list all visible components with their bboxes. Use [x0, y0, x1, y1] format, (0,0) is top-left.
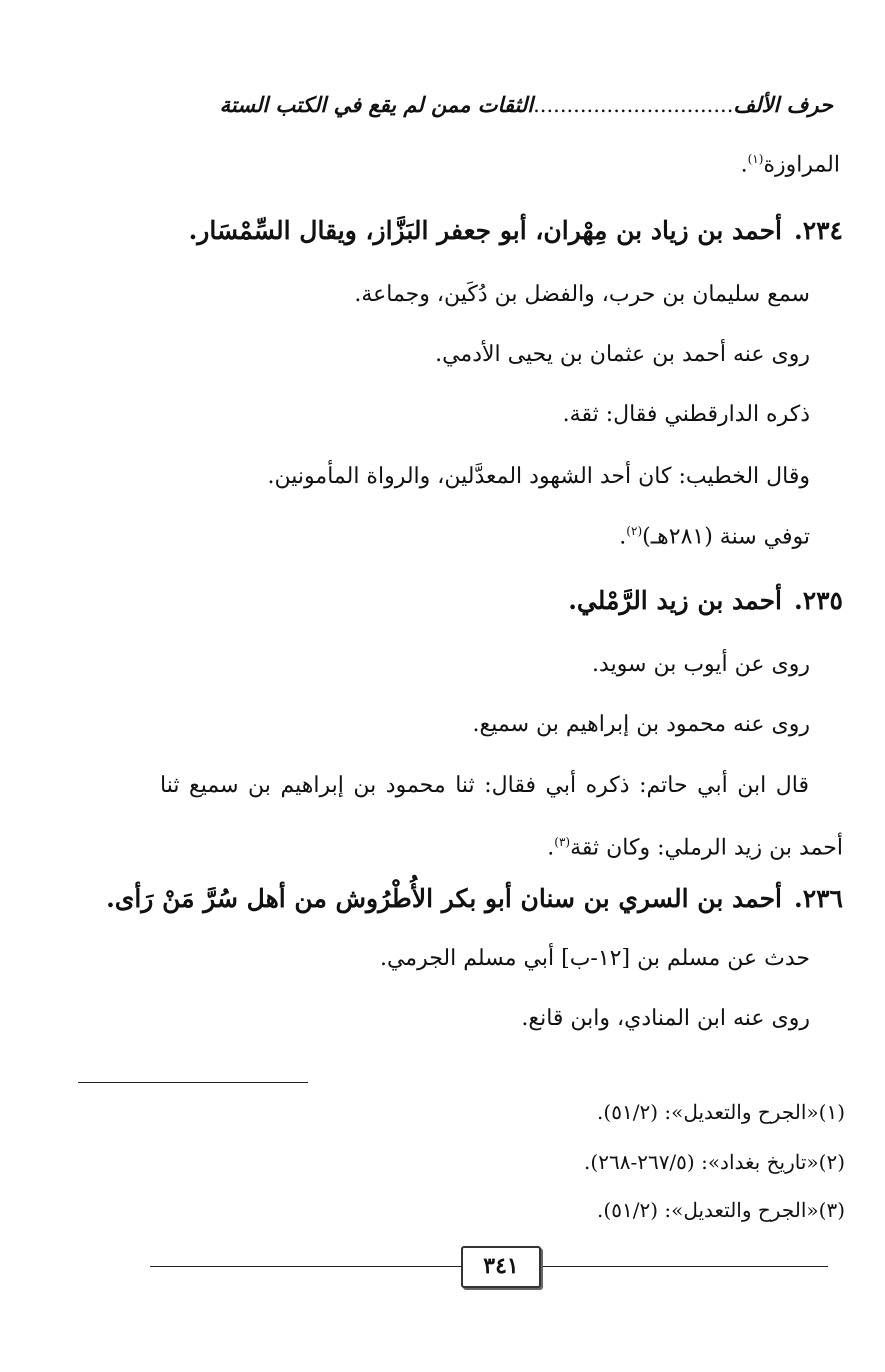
footnote-2: (٢)«تاريخ بغداد»: (٢٦٧/٥-٢٦٨).: [584, 1150, 845, 1174]
footnote-marker: (٢): [626, 524, 643, 538]
entry-heading-234: [189, 216, 843, 245]
entry-heading-235: [568, 586, 843, 615]
running-header: [130, 92, 833, 128]
text-line: روى عنه أحمد بن عثمان بن يحيى الأدمي.: [435, 342, 810, 367]
text-line: توفي سنة (٢٨١هـ)$^{(٢)}$.: [619, 524, 810, 550]
entry-name: أحمد بن زياد بن مِهْران، أبو جعفر البَزَّاز، ويقال السِّمْسَار.: [188, 216, 782, 245]
entry-name: أحمد بن السري بن سنان أبو بكر الأُطْرُوش من أهل سُرَّ مَنْ رَأى.: [106, 884, 782, 913]
footnote-marker: (٣): [554, 835, 571, 849]
text-line: روى عنه محمود بن إبراهيم بن سميع.: [472, 712, 810, 737]
text-line: المراوزة$^{(١)}$.: [740, 152, 840, 178]
footnote-1: (١)«الجرح والتعديل»: (٥١/٢).: [597, 1100, 845, 1124]
entry-heading-236: [106, 884, 843, 913]
header-section: حرف الألف: [733, 92, 833, 117]
entry-number: ٢٣٤.: [793, 216, 843, 245]
text-line: حدث عن مسلم بن [١٢-ب] أبي مسلم الجرمي.: [379, 946, 810, 971]
page-number: ٣٤١: [461, 1246, 541, 1288]
entry-number: ٢٣٥.: [793, 586, 843, 615]
entry-name: أحمد بن زيد الرَّمْلي.: [568, 586, 782, 615]
text-paragraph: قال ابن أبي حاتم: ذكره أبي فقال: ثنا محمود بن إبراهيم بن سميع ثنا أحمد بن زيد الرملي: وكان ثقة$^{(٣)}$.: [160, 773, 843, 861]
text-line: روى عنه ابن المنادي، وابن قانع.: [521, 1006, 810, 1031]
text-line: سمع سليمان بن حرب، والفضل بن دُكَين، وجماعة.: [354, 282, 810, 307]
entry-number: ٢٣٦.: [793, 884, 843, 913]
header-title: الثقات ممن لم يقع في الكتب الستة: [219, 92, 534, 117]
footnote-separator: [78, 1082, 308, 1083]
text-line: ذكره الدارقطني فقال: ثقة.: [562, 402, 810, 427]
text-line: وقال الخطيب: كان أحد الشهود المعدَّلين، والرواة المأمونين.: [267, 464, 810, 489]
text-line: روى عن أيوب بن سويد.: [592, 652, 810, 677]
footnote-marker: (١): [747, 152, 764, 166]
footnote-3: (٣)«الجرح والتعديل»: (٥١/٢).: [597, 1198, 845, 1222]
header-dots: ..............................: [533, 93, 734, 117]
